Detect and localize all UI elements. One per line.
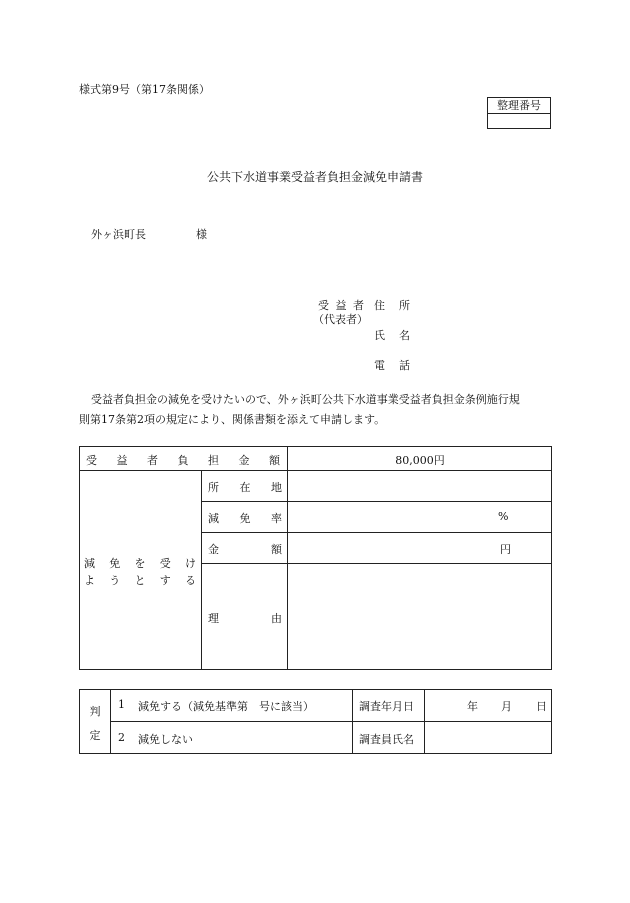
judgment-option-2-text[interactable]: 減免しない: [138, 733, 193, 746]
applicant-role-label: 受 益 者: [318, 299, 364, 312]
main-table-rule: [201, 470, 202, 670]
judgment-option-1-text[interactable]: 減免する（減免基準第 号に該当）: [138, 700, 314, 713]
addressee-honorific: 様: [196, 228, 207, 241]
main-table-rule: [201, 501, 552, 502]
reason-field[interactable]: [292, 568, 546, 664]
date-year-unit: 年: [467, 700, 478, 713]
judgment-option-2-number: 2: [118, 731, 125, 744]
amount-value: 80,000円: [395, 454, 445, 467]
addressee-name: 外ヶ浜町長: [91, 228, 146, 241]
investigation-date-label: 調査年月日: [359, 700, 414, 713]
judgment-label-1: 判: [89, 705, 101, 718]
judgment-option-1-number: 1: [118, 698, 125, 711]
investigator-name-label: 調査員氏名: [359, 733, 414, 746]
main-table-rule: [201, 532, 552, 533]
date-month-unit: 月: [501, 700, 512, 713]
money-unit: 円: [500, 543, 511, 556]
date-day-unit: 日: [536, 700, 547, 713]
seiri-bango-field[interactable]: [488, 114, 550, 128]
applicant-address-label: 住 所: [374, 299, 410, 312]
reduction-rate-label: 減 免 率: [208, 512, 282, 525]
body-text-line-2: 則第17条第2項の規定により、関係書類を添えて申請します。: [79, 413, 386, 426]
seiri-bango-box: [487, 97, 551, 129]
reason-label: 理 由: [208, 612, 282, 625]
applicant-phone-label: 電 話: [374, 359, 410, 372]
applicant-representative-label: （代表者）: [313, 313, 368, 326]
main-table-rule: [287, 446, 288, 670]
judgment-table-rule: [110, 721, 552, 722]
reduction-rate-unit: %: [498, 510, 509, 523]
location-label: 所 在 地: [208, 481, 282, 494]
applicant-name-label: 氏 名: [374, 329, 410, 342]
judgment-label-2: 定: [89, 729, 101, 742]
reduction-group-label-line-1: 減 免 を 受 け: [84, 557, 196, 570]
money-label: 金 額: [208, 543, 282, 556]
seiri-bango-label: 整理番号: [488, 98, 550, 114]
document-title: 公共下水道事業受益者負担金減免申請書: [206, 170, 423, 184]
main-table-rule: [201, 563, 552, 564]
main-table-rule: [79, 470, 552, 471]
reduction-group-label-line-2: よ う と す る: [84, 574, 196, 587]
amount-label: 受 益 者 負 担 金 額: [86, 454, 280, 467]
form-number: 様式第9号（第17条関係）: [79, 83, 210, 96]
body-text-line-1: 受益者負担金の減免を受けたいので、外ヶ浜町公共下水道事業受益者負担金条例施行規: [91, 393, 520, 406]
